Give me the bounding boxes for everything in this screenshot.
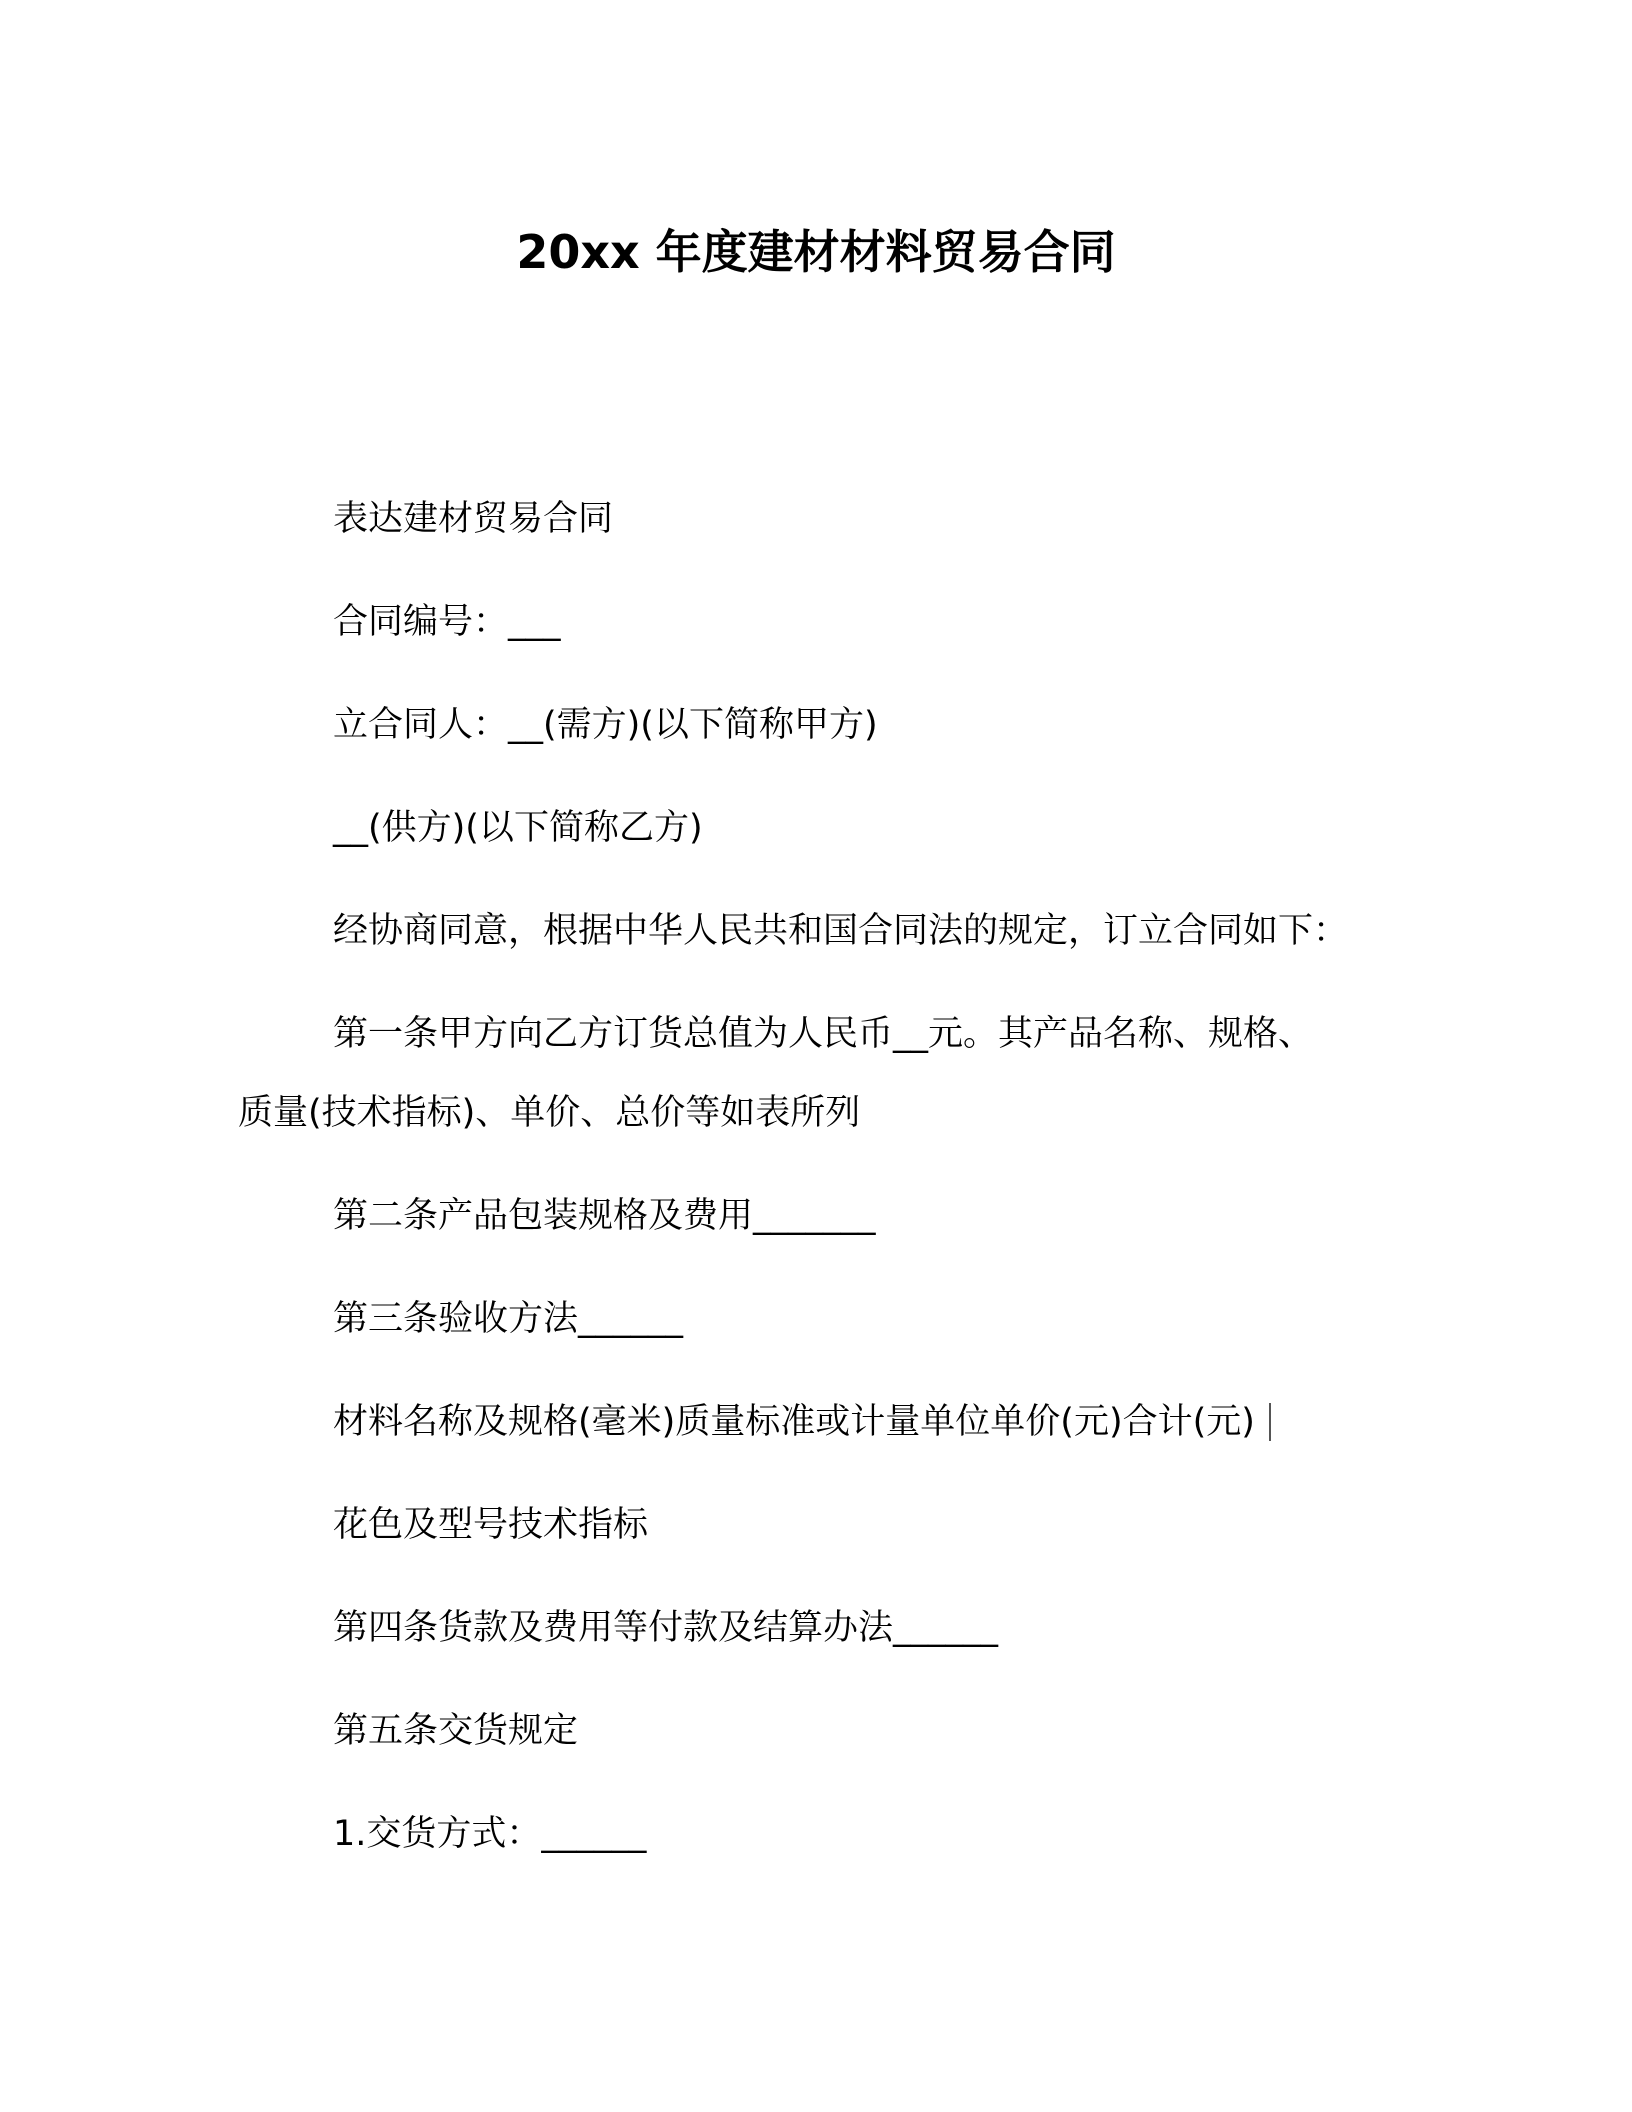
table-header-line — [333, 1397, 1271, 1447]
paragraph-party-b: __(供方)(以下简称乙方) — [333, 808, 703, 848]
article-2: 第二条产品包装规格及费用_______ — [333, 1196, 876, 1236]
paragraph-contract-number: 合同编号：___ — [333, 602, 561, 642]
article-5-item-1: 1.交货方式：______ — [333, 1814, 647, 1854]
document-title: 20xx 年度建材材料贸易合同 — [516, 225, 1116, 279]
article-3: 第三条验收方法______ — [333, 1299, 684, 1339]
paragraph-agreement-intro: 经协商同意，根据中华人民共和国合同法的规定，订立合同如下： — [333, 911, 1349, 951]
article-1-line-2: 质量(技术指标)、单价、总价等如表所列 — [238, 1093, 861, 1133]
article-4: 第四条货款及费用等付款及结算办法______ — [333, 1608, 999, 1648]
paragraph-contract-name: 表达建材贸易合同 — [333, 499, 614, 539]
table-header-text: 材料名称及规格(毫米)质量标准或计量单位单价(元)合计(元) — [333, 1402, 1255, 1442]
article-1-line-1: 第一条甲方向乙方订货总值为人民币__元。其产品名称、规格、 — [333, 1014, 1314, 1054]
vertical-bar — [1269, 1403, 1271, 1441]
paragraph-party-a: 立合同人：__(需方)(以下简称甲方) — [333, 705, 878, 745]
table-subheader-line: 花色及型号技术指标 — [333, 1505, 649, 1545]
article-5: 第五条交货规定 — [333, 1711, 579, 1751]
